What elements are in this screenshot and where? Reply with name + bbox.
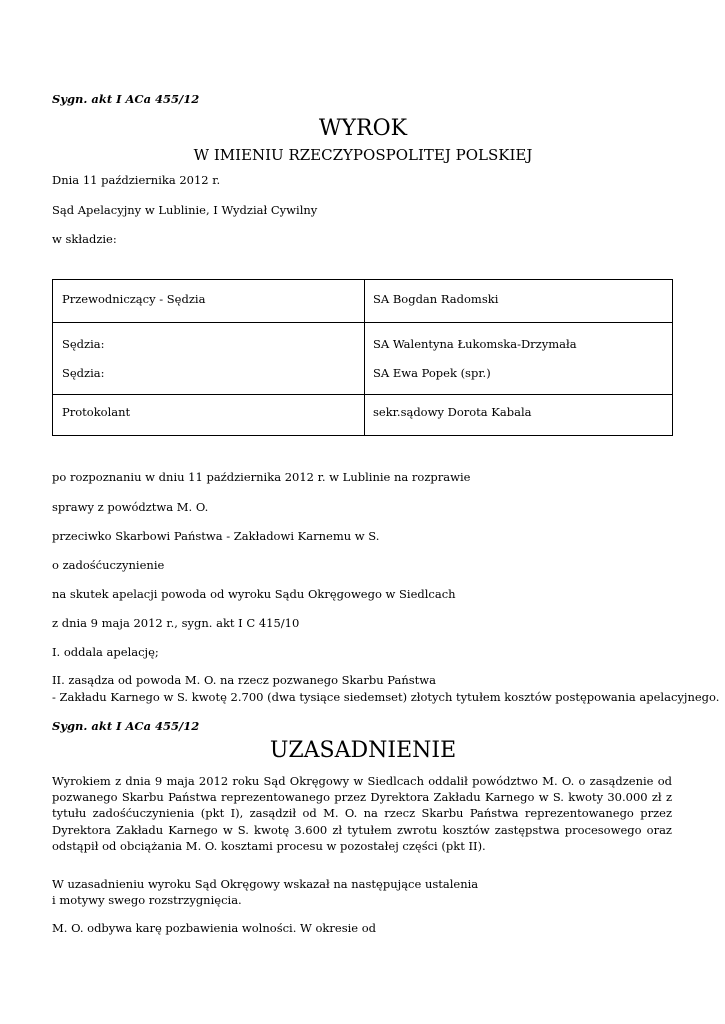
ruling-point-2-line1: II. zasądza od powoda M. O. na rzecz pozwanego Skarbu Państwa [52, 673, 436, 687]
judgment-subtitle: W IMIENIU RZECZYPOSPOLITEJ POLSKIEJ [193, 146, 533, 164]
panel-name: sekr.sądowy Dorota Kabala [373, 405, 532, 419]
body-line: przeciwko Skarbowi Państwa - Zakładowi Karnemu w S. [52, 529, 380, 543]
panel-name-cell [365, 323, 673, 395]
date-line: Dnia 11 października 2012 r. [52, 173, 221, 187]
panel-role: Przewodniczący - Sędzia [62, 292, 206, 306]
case-signature-reasons: Sygn. akt I ACa 455/12 [52, 719, 200, 733]
body-line: o zadośćuczynienie [52, 558, 165, 572]
panel-role-cell [53, 280, 365, 323]
panel-name: SA Ewa Popek (spr.) [373, 366, 491, 380]
reasons-paragraph-2-line1: W uzasadnieniu wyroku Sąd Okręgowy wskazał na następujące ustalenia [52, 877, 479, 891]
panel-role-cell [53, 395, 365, 436]
ruling-point-1: I. oddala apelację; [52, 645, 159, 659]
body-line: sprawy z powództwa M. O. [52, 500, 209, 514]
panel-name-cell [365, 280, 673, 323]
panel-role-cell [53, 323, 365, 395]
panel-role: Sędzia: [62, 366, 105, 380]
panel-row-presiding [53, 280, 673, 323]
ruling-point-2-line2: - Zakładu Karnego w S. kwotę 2.700 (dwa tysiące siedemset) złotych tytułem kosztów postępowania apelacyjnego. [52, 690, 720, 704]
panel-name: SA Walentyna Łukomska-Drzymała [373, 337, 577, 351]
court-panel-table [52, 279, 673, 436]
panel-name: SA Bogdan Radomski [373, 292, 499, 306]
panel-name-cell [365, 395, 673, 436]
body-line: z dnia 9 maja 2012 r., sygn. akt I C 415/10 [52, 616, 300, 630]
composition-line: w składzie: [52, 232, 117, 246]
court-line: Sąd Apelacyjny w Lublinie, I Wydział Cywilny [52, 203, 318, 217]
reasons-paragraph-2-line2: i motywy swego rozstrzygnięcia. [52, 893, 242, 907]
panel-role: Protokolant [62, 405, 131, 419]
reasons-title: UZASADNIENIE [269, 738, 457, 763]
case-signature-top: Sygn. akt I ACa 455/12 [52, 92, 200, 106]
judgment-title: WYROK [318, 116, 408, 141]
panel-row-clerk [53, 395, 673, 436]
reasons-paragraph-3: M. O. odbywa karę pozbawienia wolności. W okresie od [52, 921, 377, 935]
body-line: na skutek apelacji powoda od wyroku Sądu Okręgowego w Siedlcach [52, 587, 456, 601]
body-line: po rozpoznaniu w dniu 11 października 2012 r. w Lublinie na rozprawie [52, 470, 471, 484]
panel-role: Sędzia: [62, 337, 105, 351]
reasons-paragraph-1: Wyrokiem z dnia 9 maja 2012 roku Sąd Okręgowy w Siedlcach oddalił powództwo M. O. o zasądzenie od pozwanego Skarbu Państwa reprezentowanego przez Dyrektora Zakładu Karnego w S. kwoty 30.000 zł z tytułu zadośćuczynienia (pkt I), zasądził od M. O. na rzecz Skarbu Państwa reprezentowanego przez Dyrektora Zakładu Karnego w S. kwotę 3.600 zł tytułem zwrotu kosztów zastępstwa procesowego oraz odstąpił od obciążania M. O. kosztami procesu w pozostałej części (pkt II). [52, 774, 672, 853]
panel-row-judges [53, 323, 673, 395]
